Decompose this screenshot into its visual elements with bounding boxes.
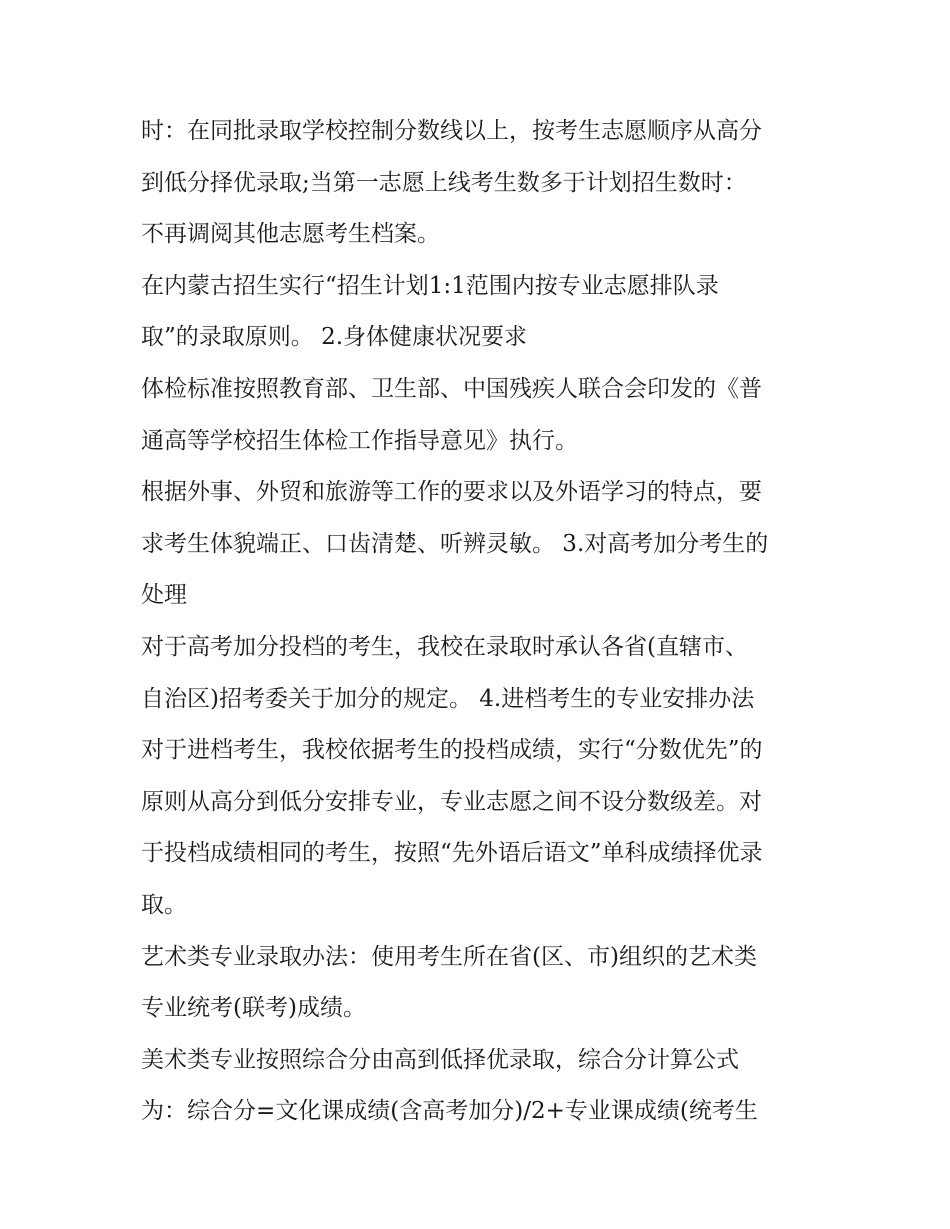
text-line: 原则从高分到低分安排专业，专业志愿之间不设分数级差。对 bbox=[141, 788, 762, 815]
document-body bbox=[141, 106, 841, 1138]
text-line: 不再调阅其他志愿考生档案。 bbox=[141, 221, 440, 248]
text-line: 对于高考加分投档的考生，我校在录取时承认各省(直辖市、 bbox=[141, 633, 748, 660]
text-line: 时：在同批录取学校控制分数线以上，按考生志愿顺序从高分 bbox=[141, 118, 762, 144]
text-line: 美术类专业按照综合分由高到低择优录取，综合分计算公式 bbox=[141, 1046, 739, 1073]
text-line: 艺术类专业录取办法：使用考生所在省(区、市)组织的艺术类 bbox=[141, 943, 757, 970]
text-line: 到低分择优录取;当第一志愿上线考生数多于计划招生数时： bbox=[141, 169, 747, 196]
text-line: 为：综合分=文化课成绩(含高考加分)/2+专业课成绩(统考生 bbox=[141, 1098, 758, 1125]
text-line: 体检标准按照教育部、卫生部、中国残疾人联合会印发的《普 bbox=[141, 375, 762, 402]
text-line: 专业统考(联考)成绩。 bbox=[141, 995, 366, 1022]
text-line: 取。 bbox=[141, 891, 187, 918]
text-line: 处理 bbox=[141, 582, 187, 609]
text-line: 通高等学校招生体检工作指导意见》执行。 bbox=[141, 427, 578, 454]
text-line: 取”的录取原则。 2.身体健康状况要求 bbox=[141, 324, 528, 351]
text-line: 对于进档考生，我校依据考生的投档成绩，实行“分数优先”的 bbox=[141, 737, 763, 764]
text-line: 求考生体貌端正、口齿清楚、听辨灵敏。 3.对高考加分考生的 bbox=[141, 530, 769, 557]
text-line: 于投档成绩相同的考生，按照“先外语后语文”单科成绩择优录 bbox=[141, 840, 763, 867]
text-line: 根据外事、外贸和旅游等工作的要求以及外语学习的特点，要 bbox=[141, 479, 762, 506]
text-line: 自治区)招考委关于加分的规定。 4.进档考生的专业安排办法 bbox=[141, 685, 755, 712]
text-line: 在内蒙古招生实行“招生计划1:1范围内按专业志愿排队录 bbox=[141, 272, 719, 299]
